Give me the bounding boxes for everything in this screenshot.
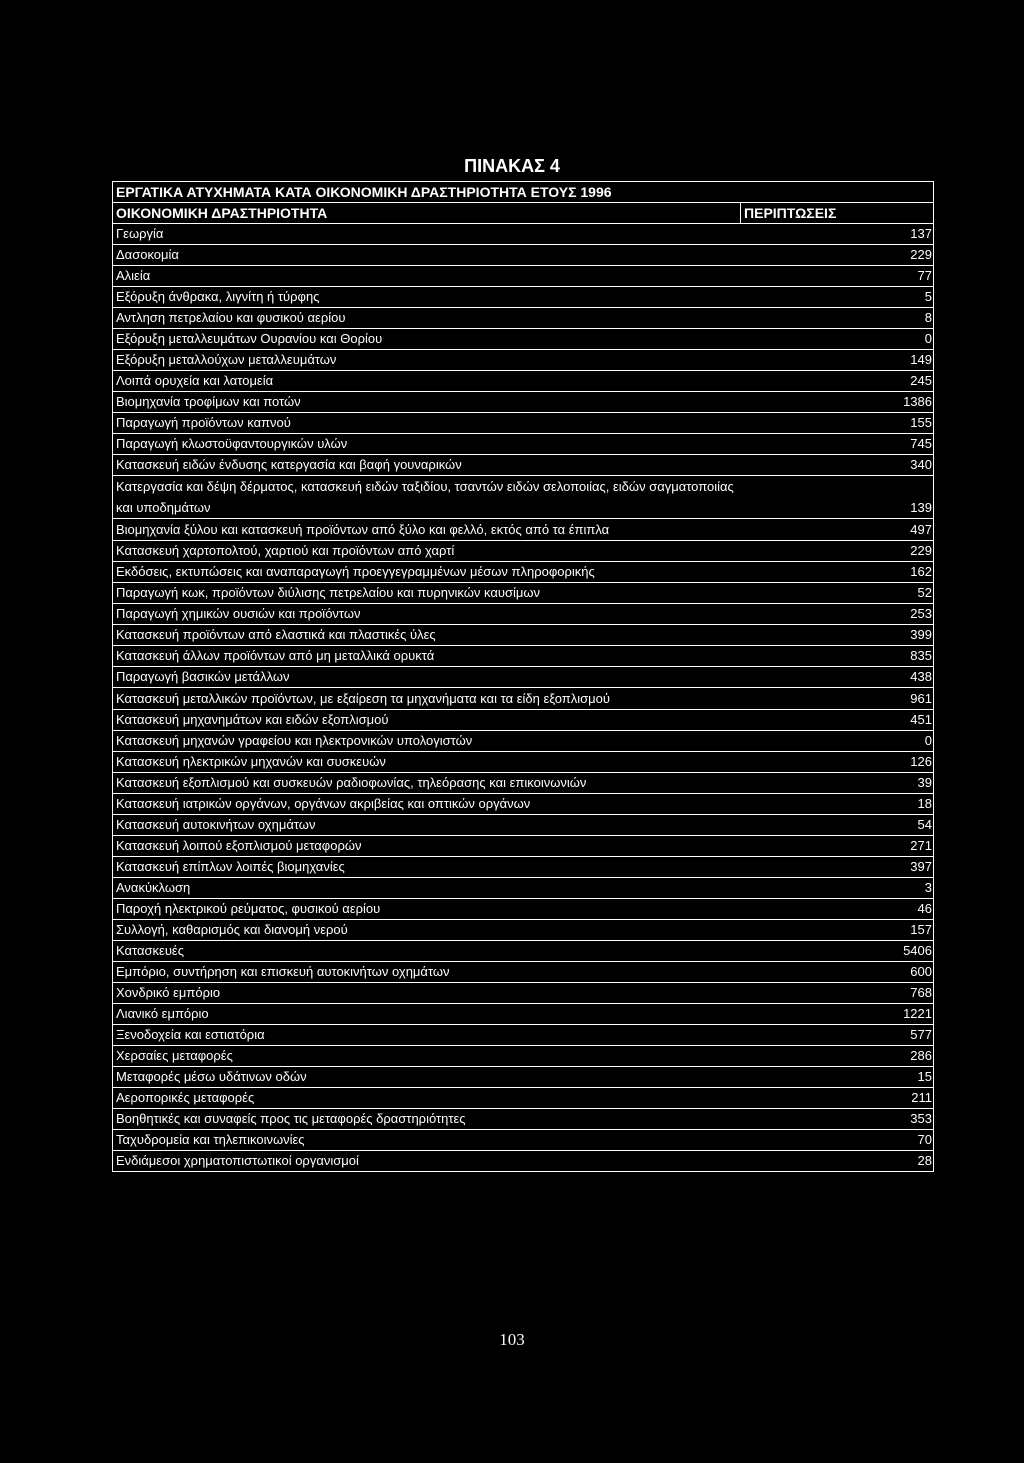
table-header-row (112, 203, 934, 224)
activity-cell: Κατασκευή ηλεκτρικών μηχανών και συσκευών (112, 752, 740, 772)
activity-cell: Ανακύκλωση (112, 878, 740, 898)
activity-cell: Παραγωγή χημικών ουσιών και προϊόντων (112, 604, 740, 624)
table-row (112, 731, 934, 752)
cases-cell: 745 (740, 434, 934, 454)
table-row (112, 1151, 934, 1172)
activity-cell: Κατασκευές (112, 941, 740, 961)
cases-cell: 8 (740, 308, 934, 328)
activity-cell: Κατασκευή ειδών ένδυσης κατεργασία και βαφή γουναρικών (112, 455, 740, 475)
table-row (112, 455, 934, 476)
cases-cell: 340 (740, 455, 934, 475)
table-row (112, 773, 934, 794)
cases-cell: 15 (740, 1067, 934, 1087)
table-row (112, 371, 934, 392)
table-row (112, 1067, 934, 1088)
activity-cell: Κατασκευή προϊόντων από ελαστικά και πλαστικές ύλες (112, 625, 740, 645)
cases-cell: 497 (740, 519, 934, 540)
table-row (112, 667, 934, 688)
activity-cell: Κατεργασία και δέψη δέρματος, κατασκευή ειδών ταξιδίου, τσαντών ειδών σελοποιίας, ειδών σαγματοποιίας και υποδημάτων (112, 476, 740, 518)
table-row (112, 1046, 934, 1067)
cases-cell: 835 (740, 646, 934, 666)
table-row (112, 329, 934, 350)
activity-cell: Δασοκομία (112, 245, 740, 265)
table-row (112, 752, 934, 773)
cases-cell: 253 (740, 604, 934, 624)
activity-cell: Παραγωγή προϊόντων καπνού (112, 413, 740, 433)
table-row (112, 476, 934, 519)
table-row (112, 1109, 934, 1130)
activity-cell: Κατασκευή μηχανημάτων και ειδών εξοπλισμού (112, 710, 740, 730)
table-row (112, 625, 934, 646)
cases-cell: 5 (740, 287, 934, 307)
cases-cell: 137 (740, 224, 934, 244)
table-row (112, 287, 934, 308)
table-row (112, 519, 934, 541)
cases-cell: 18 (740, 794, 934, 814)
cases-cell: 229 (740, 541, 934, 561)
table-row (112, 224, 934, 245)
activity-cell: Ταχυδρομεία και τηλεπικοινωνίες (112, 1130, 740, 1150)
cases-cell: 451 (740, 710, 934, 730)
activity-cell: Μεταφορές μέσω υδάτινων οδών (112, 1067, 740, 1087)
cases-cell: 768 (740, 983, 934, 1003)
column-header-cases: ΠΕΡΙΠΤΩΣΕΙΣ (740, 203, 934, 223)
cases-cell: 149 (740, 350, 934, 370)
table-row (112, 941, 934, 962)
activity-cell: Παροχή ηλεκτρικού ρεύματος, φυσικού αερίου (112, 899, 740, 919)
activity-cell: Κατασκευή χαρτοπολτού, χαρτιού και προϊόντων από χαρτί (112, 541, 740, 561)
cases-cell: 397 (740, 857, 934, 877)
activity-cell: Εκδόσεις, εκτυπώσεις και αναπαραγωγή προεγγεγραμμένων μέσων πληροφορικής (112, 562, 740, 582)
cases-cell: 961 (740, 688, 934, 709)
table-row (112, 266, 934, 287)
cases-cell: 271 (740, 836, 934, 856)
activity-cell: Κατασκευή εξοπλισμού και συσκευών ραδιοφωνίας, τηλεόρασης και επικοινωνιών (112, 773, 740, 793)
cases-cell: 1386 (740, 392, 934, 412)
table-row (112, 857, 934, 878)
activity-cell: Εξόρυξη μεταλλευμάτων Ουρανίου και Θορίου (112, 329, 740, 349)
cases-cell: 54 (740, 815, 934, 835)
cases-cell: 399 (740, 625, 934, 645)
activity-cell: Παραγωγή κλωστοϋφαντουργικών υλών (112, 434, 740, 454)
table-row (112, 392, 934, 413)
activity-cell: Αλιεία (112, 266, 740, 286)
accidents-table (112, 181, 934, 1172)
activity-cell: Παραγωγή κωκ, προϊόντων διύλισης πετρελαίου και πυρηνικών καυσίμων (112, 583, 740, 603)
table-row (112, 983, 934, 1004)
activity-cell: Εμπόριο, συντήρηση και επισκευή αυτοκινήτων οχημάτων (112, 962, 740, 982)
cases-cell: 577 (740, 1025, 934, 1045)
activity-cell: Κατασκευή λοιπού εξοπλισμού μεταφορών (112, 836, 740, 856)
activity-cell: Κατασκευή ιατρικών οργάνων, οργάνων ακριβείας και οπτικών οργάνων (112, 794, 740, 814)
activity-cell: Χονδρικό εμπόριο (112, 983, 740, 1003)
cases-cell: 3 (740, 878, 934, 898)
activity-cell: Λοιπά ορυχεία και λατομεία (112, 371, 740, 391)
cases-cell: 126 (740, 752, 934, 772)
cases-cell: 0 (740, 731, 934, 751)
activity-cell: Εξόρυξη μεταλλούχων μεταλλευμάτων (112, 350, 740, 370)
table-row (112, 899, 934, 920)
cases-cell: 70 (740, 1130, 934, 1150)
table-row (112, 604, 934, 625)
activity-cell: Γεωργία (112, 224, 740, 244)
table-row (112, 878, 934, 899)
table-row (112, 245, 934, 266)
cases-cell: 77 (740, 266, 934, 286)
activity-cell: Κατασκευή μεταλλικών προϊόντων, με εξαίρεση τα μηχανήματα και τα είδη εξοπλισμού (112, 688, 740, 709)
activity-cell: Αντληση πετρελαίου και φυσικού αερίου (112, 308, 740, 328)
activity-cell: Χερσαίες μεταφορές (112, 1046, 740, 1066)
activity-cell: Ξενοδοχεία και εστιατόρια (112, 1025, 740, 1045)
cases-cell: 0 (740, 329, 934, 349)
activity-cell: Συλλογή, καθαρισμός και διανομή νερού (112, 920, 740, 940)
table-row (112, 413, 934, 434)
table-row (112, 434, 934, 455)
table-row (112, 562, 934, 583)
table-row (112, 710, 934, 731)
table-row (112, 920, 934, 941)
activity-cell: Βιομηχανία τροφίμων και ποτών (112, 392, 740, 412)
table-row (112, 1088, 934, 1109)
table-row (112, 688, 934, 710)
cases-cell: 229 (740, 245, 934, 265)
table-caption: ΕΡΓΑΤΙΚΑ ΑΤΥΧΗΜΑΤΑ ΚΑΤΑ ΟΙΚΟΝΟΜΙΚΗ ΔΡΑΣΤΗΡΙΟΤΗΤΑ ΕΤΟΥΣ 1996 (112, 182, 934, 202)
cases-cell: 286 (740, 1046, 934, 1066)
activity-cell: Εξόρυξη άνθρακα, λιγνίτη ή τύρφης (112, 287, 740, 307)
table-row (112, 583, 934, 604)
table-row (112, 815, 934, 836)
activity-cell: Λιανικό εμπόριο (112, 1004, 740, 1024)
activity-cell: Κατασκευή επίπλων λοιπές βιομηχανίες (112, 857, 740, 877)
table-row (112, 646, 934, 667)
activity-cell: Βοηθητικές και συναφείς προς τις μεταφορές δραστηριότητες (112, 1109, 740, 1129)
table-row (112, 794, 934, 815)
cases-cell: 211 (740, 1088, 934, 1108)
activity-cell: Κατασκευή αυτοκινήτων οχημάτων (112, 815, 740, 835)
page-title: ΠΙΝΑΚΑΣ 4 (464, 156, 560, 176)
cases-cell: 353 (740, 1109, 934, 1129)
cases-cell: 600 (740, 962, 934, 982)
table-row (112, 962, 934, 983)
cases-cell: 52 (740, 583, 934, 603)
table-row (112, 541, 934, 562)
cases-cell: 157 (740, 920, 934, 940)
activity-cell: Παραγωγή βασικών μετάλλων (112, 667, 740, 687)
table-row (112, 308, 934, 329)
table-row (112, 1130, 934, 1151)
activity-cell: Βιομηχανία ξύλου και κατασκευή προϊόντων από ξύλο και φελλό, εκτός από τα έπιπλα (112, 519, 740, 540)
cases-cell: 28 (740, 1151, 934, 1171)
cases-cell: 162 (740, 562, 934, 582)
table-row (112, 1025, 934, 1046)
activity-cell: Κατασκευή άλλων προϊόντων από μη μεταλλικά ορυκτά (112, 646, 740, 666)
column-header-activity: ΟΙΚΟΝΟΜΙΚΗ ΔΡΑΣΤΗΡΙΟΤΗΤΑ (112, 203, 740, 223)
cases-cell: 155 (740, 413, 934, 433)
table-caption-row (112, 182, 934, 203)
activity-cell: Κατασκευή μηχανών γραφείου και ηλεκτρονικών υπολογιστών (112, 731, 740, 751)
table-row (112, 836, 934, 857)
cases-cell: 139 (740, 476, 934, 518)
table-row (112, 350, 934, 371)
cases-cell: 5406 (740, 941, 934, 961)
cases-cell: 245 (740, 371, 934, 391)
activity-cell: Ενδιάμεσοι χρηματοπιστωτικοί οργανισμοί (112, 1151, 740, 1171)
cases-cell: 438 (740, 667, 934, 687)
cases-cell: 46 (740, 899, 934, 919)
table-row (112, 1004, 934, 1025)
cases-cell: 39 (740, 773, 934, 793)
page-number: 103 (499, 1330, 525, 1349)
cases-cell: 1221 (740, 1004, 934, 1024)
activity-cell: Αεροπορικές μεταφορές (112, 1088, 740, 1108)
